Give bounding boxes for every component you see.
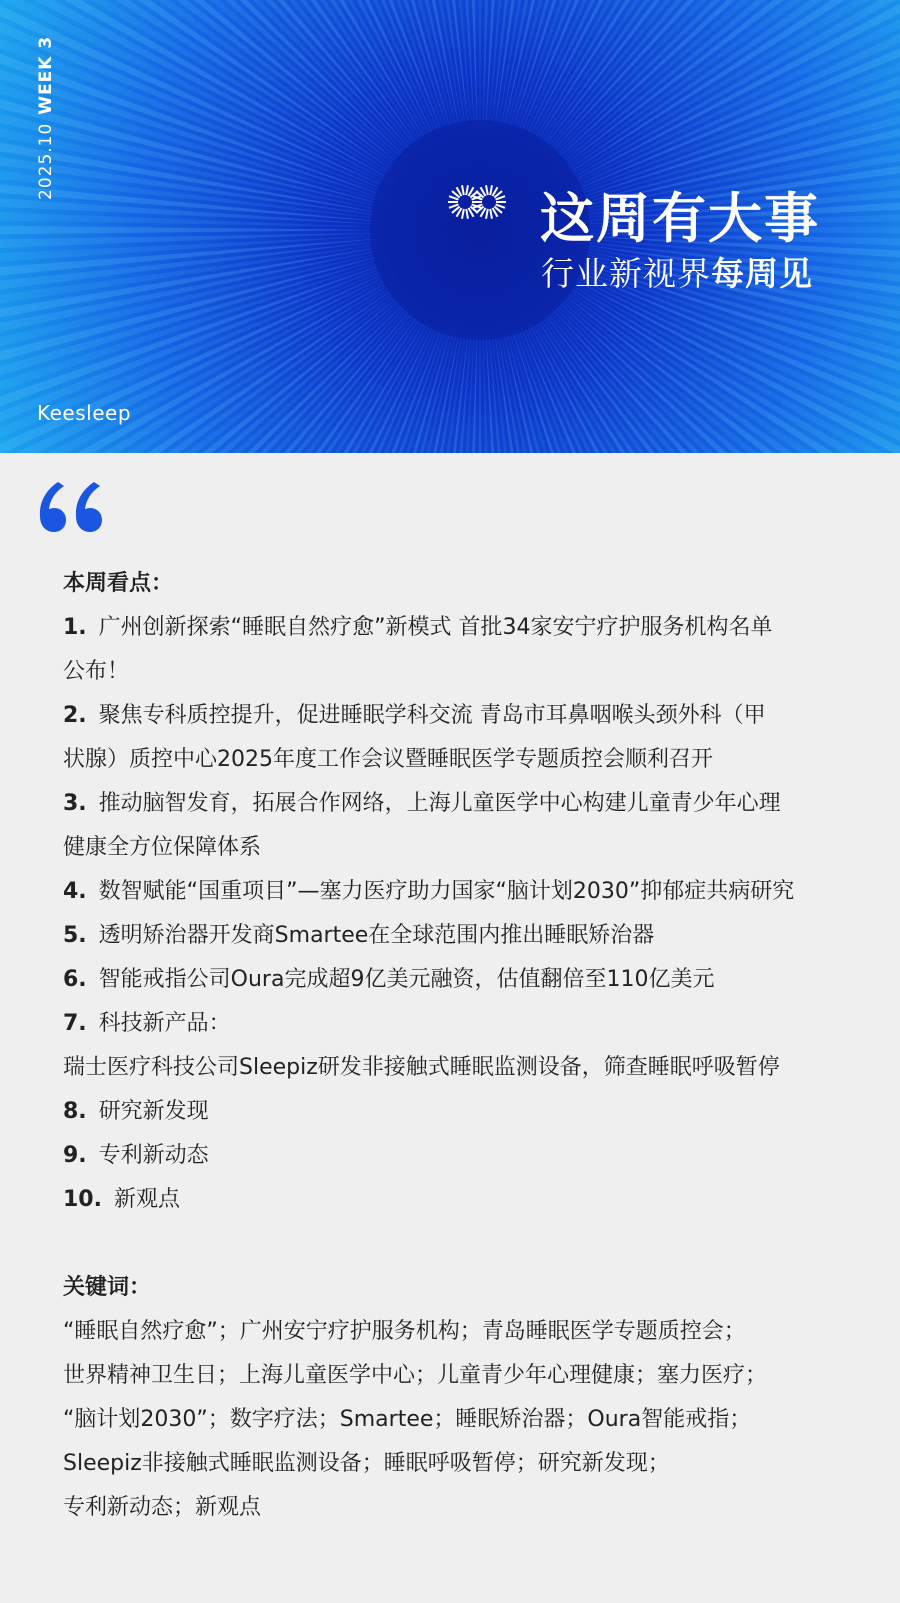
keywords-heading: 关键词：: [63, 1275, 152, 1300]
highlight-item: [63, 606, 853, 694]
logo-stroke: [496, 196, 505, 199]
item-text-continued: 健康全方位保障体系: [63, 835, 262, 860]
infinity-logo-icon: [446, 183, 508, 221]
item-text: 广州创新探索“睡眠自然疗愈”新模式 首批34家安宁疗护服务机构名单: [98, 615, 773, 640]
logo-stroke: [449, 196, 458, 199]
item-text: 专利新动态: [98, 1143, 209, 1168]
item-text: 新观点: [113, 1187, 180, 1212]
item-text: 数智赋能“国重项目”—塞力医疗助力国家“脑计划2030”抑郁症共病研究: [98, 879, 795, 904]
week-text: WEEK 3: [36, 35, 56, 115]
item-text-continued: 状腺）质控中心2025年度工作会议暨睡眠医学专题质控会顺利召开: [63, 747, 713, 772]
header-banner: [0, 0, 900, 453]
keyword-line: Sleepiz非接触式睡眠监测设备；睡眠呼吸暂停；研究新发现；: [63, 1451, 670, 1476]
brand-name: Keesleep: [37, 401, 132, 425]
highlight-item: [63, 914, 853, 958]
item-text: 智能戒指公司Oura完成超9亿美元融资，估值翻倍至110亿美元: [98, 967, 715, 992]
highlight-item: [63, 1002, 853, 1090]
item-text: 推动脑智发育，拓展合作网络，上海儿童医学中心构建儿童青少年心理: [98, 791, 781, 816]
logo-stroke: [490, 209, 492, 219]
item-text: 科技新产品：: [98, 1011, 231, 1036]
logo-stroke: [486, 209, 488, 219]
item-text: 聚焦专科质控提升，促进睡眠学科交流 青岛市耳鼻咽喉头颈外科（甲: [98, 703, 766, 728]
logo-stroke: [486, 185, 488, 195]
highlight-item: [63, 1090, 853, 1134]
highlight-item: [63, 870, 853, 914]
logo-stroke: [462, 209, 464, 219]
item-number: 3.: [63, 791, 87, 816]
item-number: 6.: [63, 967, 87, 992]
logo-stroke: [490, 185, 492, 195]
logo-stroke: [466, 209, 468, 219]
subtitle-light: 行业新视界: [541, 254, 711, 293]
item-number: 10.: [63, 1187, 102, 1212]
highlights-list: [63, 606, 853, 1222]
page-title: 这周有大事: [540, 187, 820, 250]
item-text: 研究新发现: [98, 1099, 209, 1124]
logo-stroke: [496, 204, 505, 207]
ray: [565, 0, 900, 188]
ray: [0, 233, 385, 265]
ray: [0, 195, 385, 227]
item-number: 9.: [63, 1143, 87, 1168]
item-text: 透明矫治器开发商Smartee在全球范围内推出睡眠矫治器: [98, 923, 655, 948]
item-number: 2.: [63, 703, 87, 728]
keyword-line: 专利新动态；新观点: [63, 1495, 262, 1520]
highlight-item: [63, 1178, 853, 1222]
highlight-item: [63, 1134, 853, 1178]
logo-stroke: [466, 185, 468, 195]
item-number: 1.: [63, 615, 87, 640]
highlight-item: [63, 782, 853, 870]
content-area: [63, 562, 853, 1530]
item-number: 7.: [63, 1011, 87, 1036]
highlight-item: [63, 694, 853, 782]
logo-stroke: [449, 204, 458, 207]
highlights-heading: 本周看点：: [63, 571, 174, 596]
quote-icon: [36, 478, 116, 536]
subtitle-bold: 每周见: [711, 254, 813, 293]
item-number: 8.: [63, 1099, 87, 1124]
highlight-item: [63, 958, 853, 1002]
keyword-line: “脑计划2030”；数字疗法；Smartee；睡眠矫治器；Oura智能戒指；: [63, 1407, 752, 1432]
item-number: 4.: [63, 879, 87, 904]
date-text: 2025.10: [36, 122, 56, 200]
item-text-continued: 公布！: [63, 659, 130, 684]
keyword-line: 世界精神卫生日；上海儿童医学中心；儿童青少年心理健康；塞力医疗；: [63, 1363, 768, 1388]
keyword-line: “睡眠自然疗愈”；广州安宁疗护服务机构；青岛睡眠医学专题质控会；: [63, 1319, 746, 1344]
keywords-list: [63, 1310, 853, 1530]
page-subtitle: [541, 248, 813, 295]
logo-stroke: [462, 185, 464, 195]
item-text-continued: 瑞士医疗科技公司Sleepiz研发非接触式睡眠监测设备，筛查睡眠呼吸暂停: [63, 1055, 780, 1080]
item-number: 5.: [63, 923, 87, 948]
issue-date: [36, 36, 56, 200]
